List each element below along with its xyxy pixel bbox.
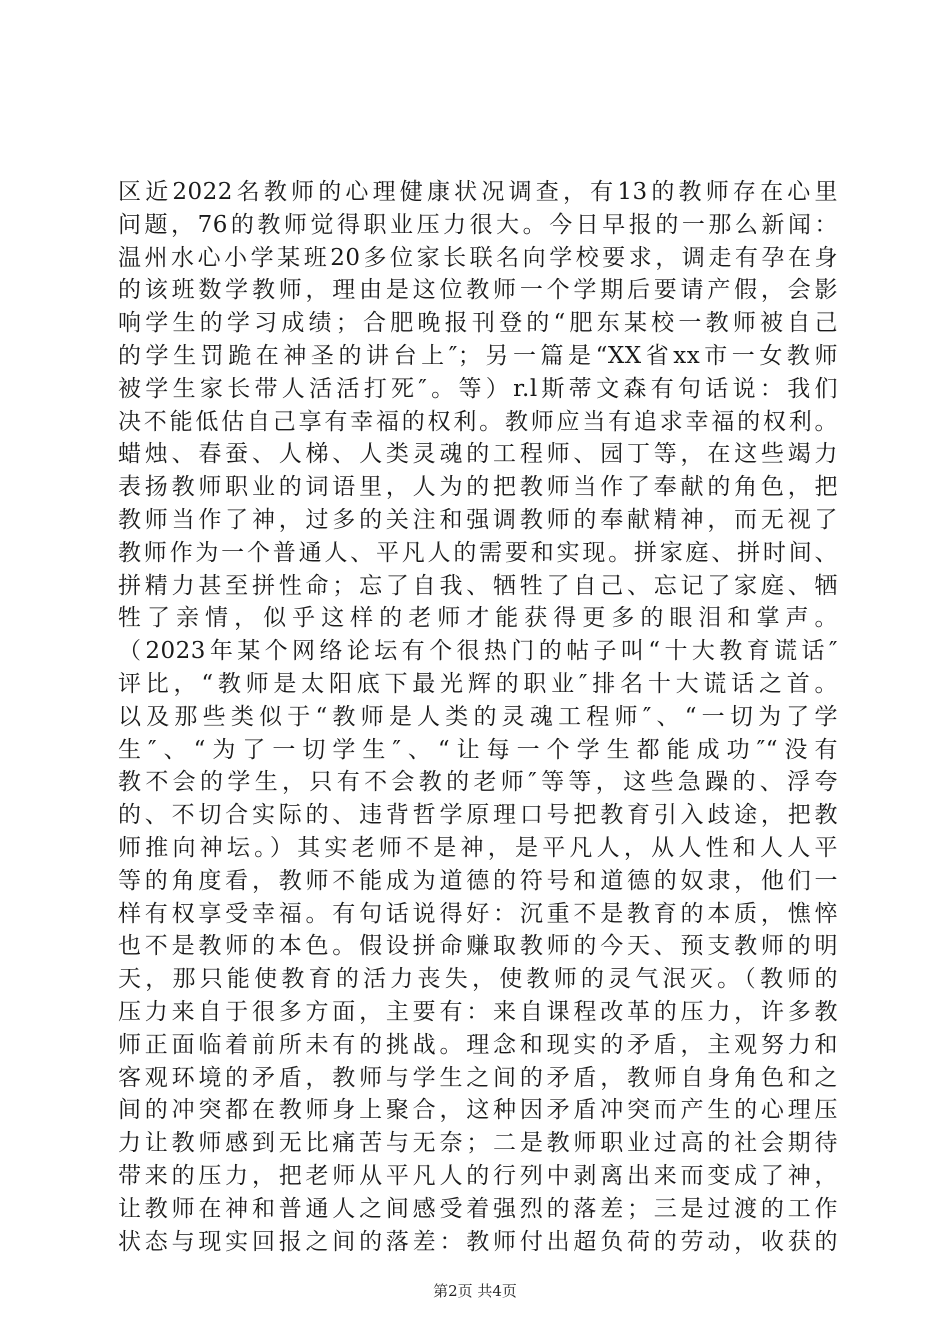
text-line: 区近2022名教师的心理健康状况调查，有13的教师存在心里 xyxy=(118,179,838,205)
page-number-label: 第2页 共4页 xyxy=(433,1282,517,1300)
text-line: 响学生的学习成绩；合肥晚报刊登的“肥东某校一教师被自己 xyxy=(118,310,838,337)
text-line: 牲了亲情，似乎这样的老师才能获得更多的眼泪和掌声。 xyxy=(118,605,838,632)
text-line: 教师当作了神，过多的关注和强调教师的奉献精神，而无视了 xyxy=(118,506,838,533)
text-line: 天，那只能使教育的活力丧失，使教师的灵气泯灭。（教师的 xyxy=(118,966,838,993)
body-paragraph xyxy=(118,176,838,1258)
text-line: 让教师在神和普通人之间感受着强烈的落差；三是过渡的工作 xyxy=(118,1195,838,1222)
page-footer xyxy=(0,1281,950,1301)
text-line: 决不能低估自己享有幸福的权利。教师应当有追求幸福的权利。 xyxy=(118,408,838,435)
text-line: 等的角度看，教师不能成为道德的符号和道德的奴隶，他们一 xyxy=(118,867,838,894)
text-line: 教不会的学生，只有不会教的老师″等等，这些急躁的、浮夸 xyxy=(118,769,838,796)
text-line: 带来的压力，把老师从平凡人的行列中剥离出来而变成了神， xyxy=(118,1162,838,1189)
text-line: 的该班数学教师，理由是这位教师一个学期后要请产假，会影 xyxy=(118,277,838,304)
text-line: 压力来自于很多方面，主要有：来自课程改革的压力，许多教 xyxy=(118,998,838,1025)
text-line: 问题，76的教师觉得职业压力很大。今日早报的一那么新闻： xyxy=(118,211,838,238)
text-line: 状态与现实回报之间的落差：教师付出超负荷的劳动，收获的 xyxy=(118,1228,838,1255)
text-line: 也不是教师的本色。假设拼命赚取教师的今天、预支教师的明 xyxy=(118,933,838,960)
text-line: 的学生罚跪在神圣的讲台上″；另一篇是“XX省xx市一女教师 xyxy=(118,342,838,369)
text-line: 的、不切合实际的、违背哲学原理口号把教育引入歧途，把教 xyxy=(118,802,838,829)
text-line: 以及那些类似于“教师是人类的灵魂工程师″、“一切为了学 xyxy=(118,703,838,730)
text-line: 生″、“为了一切学生″、“让每一个学生都能成功″“没有 xyxy=(118,736,838,763)
text-line: 被学生家长带人活活打死″。等）r.l斯蒂文森有句话说：我们 xyxy=(118,375,838,402)
text-line: 温州水心小学某班20多位家长联名向学校要求，调走有孕在身 xyxy=(118,244,838,271)
text-line: 师正面临着前所未有的挑战。理念和现实的矛盾，主观努力和 xyxy=(118,1031,838,1058)
text-line: 间的冲突都在教师身上聚合，这种因矛盾冲突而产生的心理压 xyxy=(118,1097,838,1124)
text-line: 表扬教师职业的词语里，人为的把教师当作了奉献的角色，把 xyxy=(118,474,838,501)
text-line: 师推向神坛。）其实老师不是神，是平凡人，从人性和人人平 xyxy=(118,834,838,861)
text-line: 蜡烛、春蚕、人梯、人类灵魂的工程师、园丁等，在这些竭力 xyxy=(118,441,838,468)
text-line: 客观环境的矛盾，教师与学生之间的矛盾，教师自身角色和之 xyxy=(118,1064,838,1091)
text-line: 评比，“教师是太阳底下最光辉的职业″排名十大谎话之首。 xyxy=(118,670,838,697)
text-line: 样有权享受幸福。有句话说得好：沉重不是教育的本质，憔悴 xyxy=(118,900,838,927)
text-line: 力让教师感到无比痛苦与无奈；二是教师职业过高的社会期待 xyxy=(118,1130,838,1157)
text-line: 教师作为一个普通人、平凡人的需要和实现。拼家庭、拼时间、 xyxy=(118,539,838,566)
text-line: （2023年某个网络论坛有个很热门的帖子叫“十大教育谎话″ xyxy=(118,638,838,665)
text-line: 拼精力甚至拼性命；忘了自我、牺牲了自己、忘记了家庭、牺 xyxy=(118,572,838,599)
